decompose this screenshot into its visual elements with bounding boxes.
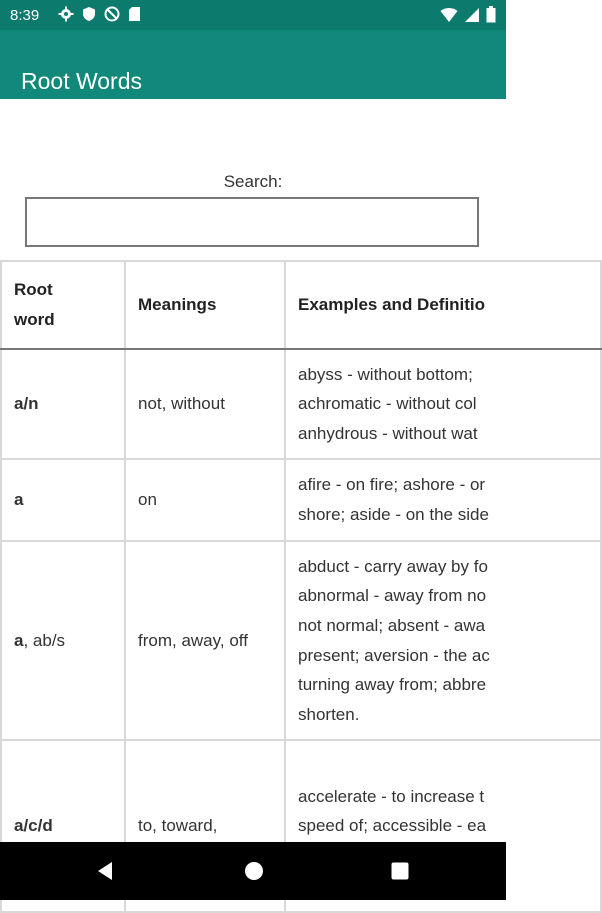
root-word-cell (1, 541, 125, 740)
example-line: afire - on fire; ashore - or (298, 475, 486, 495)
meanings-cell: not, without (125, 349, 285, 459)
root-word-main: a/c/d (14, 816, 53, 836)
meanings-cell: to, toward, (125, 740, 285, 912)
settings-icon (58, 6, 74, 22)
header-root-word[interactable] (1, 261, 125, 349)
table-row (1, 541, 601, 740)
example-line: present; aversion - the ac (298, 645, 490, 665)
examples-cell (285, 459, 601, 541)
meanings-cell: from, away, off (125, 541, 285, 740)
wifi-icon (440, 7, 458, 23)
example-line: achromatic - without col (298, 394, 477, 414)
table-row (1, 349, 601, 459)
root-word-cell (1, 459, 125, 541)
example-line: turning away from; abbre (298, 675, 487, 695)
app-bar (0, 30, 506, 99)
meanings-cell: on (125, 459, 285, 541)
header-examples[interactable]: Examples and Definitio (285, 261, 601, 349)
example-line: shore; aside - on the side (298, 505, 489, 524)
example-line: not normal; absent - awa (298, 615, 486, 635)
header-root-word-line2: word (14, 310, 55, 329)
example-line: accelerate - to increase t (298, 786, 485, 806)
example-line: abyss - without bottom; (298, 364, 473, 384)
root-word-main: a (14, 490, 24, 510)
battery-icon (486, 6, 496, 23)
examples-cell (285, 541, 601, 740)
root-words-table (0, 260, 602, 913)
navigation-bar (0, 842, 506, 900)
root-word-main: a/n (14, 394, 39, 414)
search-input[interactable] (25, 197, 479, 247)
example-line: speed of; accessible - ea (298, 816, 487, 836)
status-time: 8:39 (10, 7, 40, 24)
root-word-rest: , ab/s (23, 630, 66, 650)
do-not-disturb-icon (104, 6, 120, 22)
example-line: abduct - carry away by fo (298, 556, 488, 576)
shield-icon (82, 6, 96, 22)
example-line: shorten. (298, 704, 360, 724)
search-label: Search: (223, 172, 283, 191)
cellular-signal-icon (464, 7, 480, 23)
table-row (1, 459, 601, 541)
main-content[interactable] (0, 99, 506, 842)
header-meanings[interactable]: Meanings (125, 261, 285, 349)
example-line: anhydrous - without wat (298, 423, 478, 443)
header-root-word-line1: Root (14, 280, 53, 300)
sd-card-icon (128, 6, 141, 22)
root-word-cell (1, 349, 125, 459)
status-bar (0, 0, 506, 30)
app-title: Root Words (21, 68, 143, 95)
example-line: abnormal - away from no (298, 586, 487, 606)
table-header-row (1, 261, 601, 349)
examples-cell (285, 349, 601, 459)
root-word-main: a (14, 630, 24, 650)
